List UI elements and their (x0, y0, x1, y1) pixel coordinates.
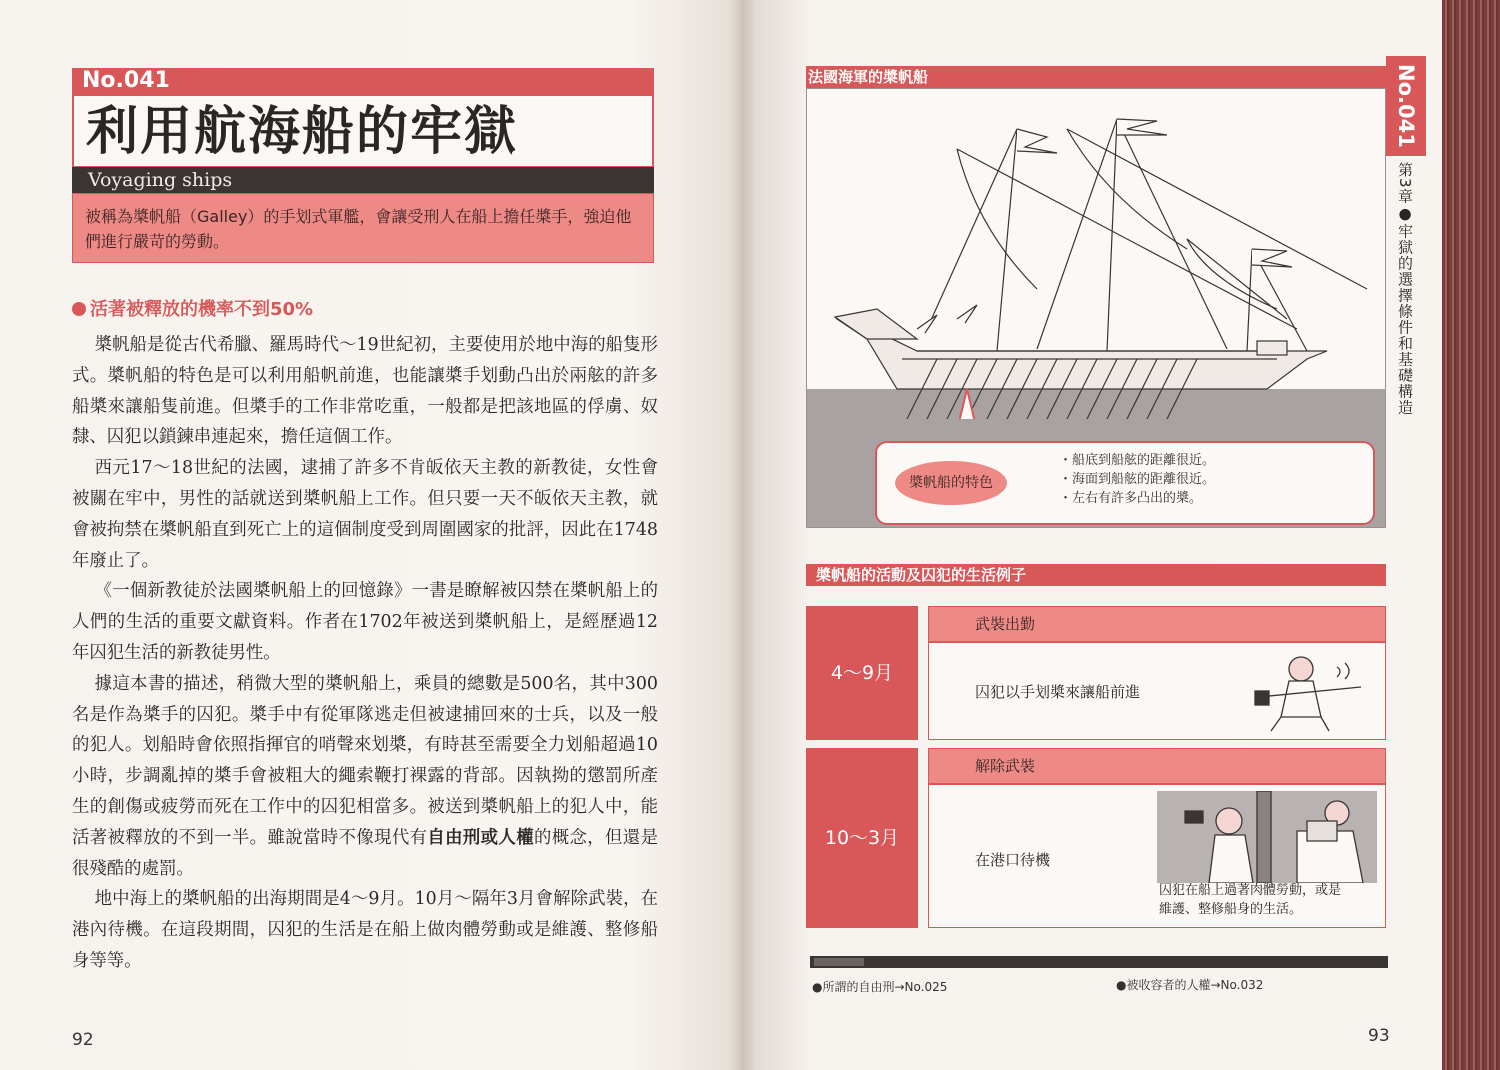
bold-phrase: 自由刑或人權 (427, 827, 534, 848)
related-items-bar (810, 956, 1388, 968)
body-text (72, 330, 658, 977)
activity-card (928, 642, 1386, 740)
paragraph: 槳帆船是從古代希臘、羅馬時代～19世紀初，主要使用於地中海的船隻形式。槳帆船的特色是可以利用船帆前進，也能讓槳手划動凸出於兩舷的許多船槳來讓船隻前進。但槳手的工作非常吃重，一般都是把該地區的俘虜、奴隸、囚犯以鎖鍊串連起來，擔任這個工作。 (72, 335, 658, 448)
activity-heading: 武裝出勤 (928, 606, 1386, 642)
feature-callout (875, 441, 1375, 525)
side-number: No.041 (1394, 64, 1418, 148)
section-heading-text: 活著被釋放的機率不到50% (90, 299, 314, 320)
page-number-left: 92 (72, 1030, 94, 1050)
paragraph: 西元17～18世紀的法國，逮捕了許多不肯皈依天主教的新教徒，女性會被關在牢中，男性的話就送到槳帆船上工作。但只要一天不皈依天主教，就會被拘禁在槳帆船直到死亡上的這個制度受到周圍國家的批評，因此在1748年廢止了。 (72, 458, 658, 571)
period-label: 10～3月 (806, 748, 918, 928)
side-number-tab (1386, 56, 1426, 156)
galley-ship-illustration (807, 89, 1386, 419)
summary-box (72, 193, 654, 263)
activity-caption (1159, 881, 1341, 919)
galley-figure (806, 88, 1386, 528)
figure1-title: 法國海軍的槳帆船 (808, 68, 929, 86)
entry-number: No.041 (72, 68, 172, 94)
chapter-label: 第3章●牢獄的選擇條件和基礎構造 (1396, 162, 1414, 416)
caption-line: 維護、整修船身的生活。 (1159, 902, 1303, 917)
paragraph-part: 據這本書的描述，稍微大型的槳帆船上，乘員的總數是500名，其中300名是作為槳手的囚犯。槳手中有從軍隊逃走但被逮捕回來的士兵，以及一般的犯人。划船時會依照指揮官的哨聲來划槳，有時甚至需要全力划船超過10小時，步調亂掉的槳手會被粗大的繩索鞭打裸露的背部。因執拗的懲罰所產生的創傷或疲勞而死在工作中的囚犯相當多。被送到槳帆船上的犯人中，能活著被釋放的不到一半。雖說當時不像現代有 (72, 673, 658, 848)
related-link: ●所謂的自由刑→No.025 (812, 980, 948, 994)
figure2-header (806, 564, 1386, 586)
paragraph (72, 669, 658, 885)
activity-heading: 解除武裝 (928, 748, 1386, 784)
activity-text: 囚犯以手划槳來讓船前進 (975, 683, 1141, 701)
feature-item: ・海面到船舷的距離很近。 (1059, 472, 1216, 487)
rowing-prisoner-illustration (1251, 647, 1371, 735)
related-items-tag (814, 958, 864, 966)
feature-item: ・船底到船舷的距離很近。 (1059, 453, 1216, 468)
paragraph: 地中海上的槳帆船的出海期間是4～9月。10月～隔年3月會解除武裝，在港內待機。在這段期間，囚犯的生活是在船上做肉體勞動或是維護、整修船身等等。 (72, 889, 658, 971)
harbor-work-illustration (1157, 791, 1377, 883)
page-number-right: 93 (1368, 1026, 1390, 1046)
page-subtitle: Voyaging ships (88, 169, 233, 191)
paragraph-part: 的概念，但還是很殘酷的處罰。 (72, 827, 658, 879)
feature-list (1059, 451, 1215, 508)
activity-card (928, 784, 1386, 928)
page-edges (1442, 0, 1500, 1070)
caption-line: 囚犯在船上過著肉體勞動，或是 (1159, 883, 1342, 898)
figure1-header (806, 66, 1386, 88)
book-gutter (728, 0, 756, 1070)
feature-item: ・左右有許多凸出的槳。 (1059, 491, 1203, 506)
activity-text: 在港口待機 (975, 851, 1051, 869)
section-heading (72, 298, 313, 322)
period-label: 4～9月 (806, 606, 918, 740)
paragraph: 《一個新教徒於法國槳帆船上的回憶錄》一書是瞭解被囚禁在槳帆船上的人們的生活的重要文獻資料。作者在1702年被送到槳帆船上，是經歷過12年囚犯生活的新教徒男性。 (72, 581, 658, 663)
entry-number-bar (172, 68, 654, 94)
summary-text: 被稱為槳帆船（Galley）的手划式軍艦，會讓受刑人在船上擔任槳手，強迫他們進行嚴苛的勞動。 (85, 207, 632, 251)
related-link: ●被收容者的人權→No.032 (1116, 978, 1264, 992)
feature-label: 槳帆船的特色 (895, 461, 1007, 505)
bullet-dot-icon (72, 302, 86, 316)
figure2-title: 槳帆船的活動及囚犯的生活例子 (816, 566, 1027, 584)
page-title: 利用航海船的牢獄 (86, 101, 519, 162)
